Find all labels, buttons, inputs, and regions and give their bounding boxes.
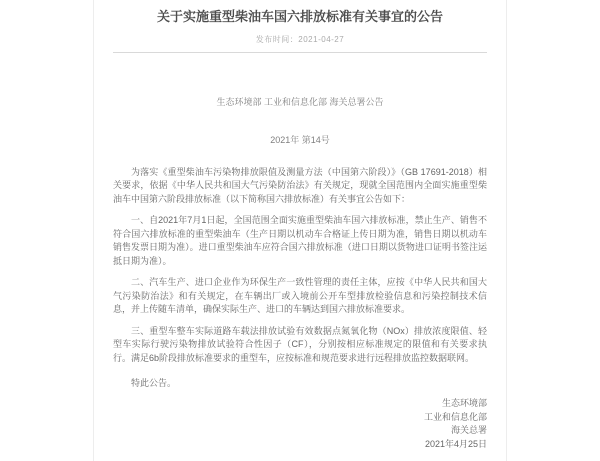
issuing-agencies-line: 生态环境部 工业和信息化部 海关总署公告 <box>216 96 384 107</box>
issue-number: 2021年 第14号 <box>270 134 330 145</box>
signature-agency: 生态环境部 <box>441 398 487 409</box>
publish-time-line <box>113 34 487 53</box>
body-paragraph: 一、自2021年7月1日起，全国范围全面实施重型柴油车国六排放标准，禁止生产、销售不符合国六排放标准的重型柴油车（生产日期以机动车合格证上传日期为准，销售日期以机动车销售发票日期为准）。进口重型柴油车应符合国六排放标准（进口日期以货物进口证明书签注运抵日期为准）。 <box>113 215 487 266</box>
signature-block <box>113 397 487 451</box>
page-title: 关于实施重型柴油车国六排放标准有关事宜的公告 <box>156 9 443 24</box>
document-body <box>113 166 487 366</box>
signature-date: 2021年4月25日 <box>424 438 487 449</box>
closing-line: 特此公告。 <box>131 378 177 389</box>
signature-agency: 海关总署 <box>450 425 487 436</box>
publish-time-label: 发布时间： <box>255 34 299 44</box>
body-paragraph: 三、重型车整车实际道路车载法排放试验有效数据点氮氧化物（NOx）排放浓度限值、轻型车实际行驶污染物排放试验符合性因子（CF），分别按相应标准规定的限值和有关要求执行。满足6b阶段排放标准要求的重型车，应按标准和规范要求进行远程排放监控数据联网。 <box>113 325 487 363</box>
signature-agency: 工业和信息化部 <box>423 411 487 422</box>
announcement-page <box>93 0 507 461</box>
body-paragraph: 为落实《重型柴油车污染物排放限值及测量方法（中国第六阶段）》（GB 17691-2018）相关要求，依据《中华人民共和国大气污染防治法》有关规定，现就全国范围内全面实施重型柴油车中国第六阶段排放标准（以下简称国六排放标准）有关事宜公告如下： <box>113 166 487 204</box>
publish-date: 2021-04-27 <box>298 34 345 44</box>
body-paragraph: 二、汽车生产、进口企业作为环保生产一致性管理的责任主体，应按《中华人民共和国大气污染防治法》和有关规定，在车辆出厂或入境前公开车型排放检验信息和污染控制技术信息，并上传随车清单，确保实际生产、进口的车辆达到国六排放标准要求。 <box>113 277 487 315</box>
